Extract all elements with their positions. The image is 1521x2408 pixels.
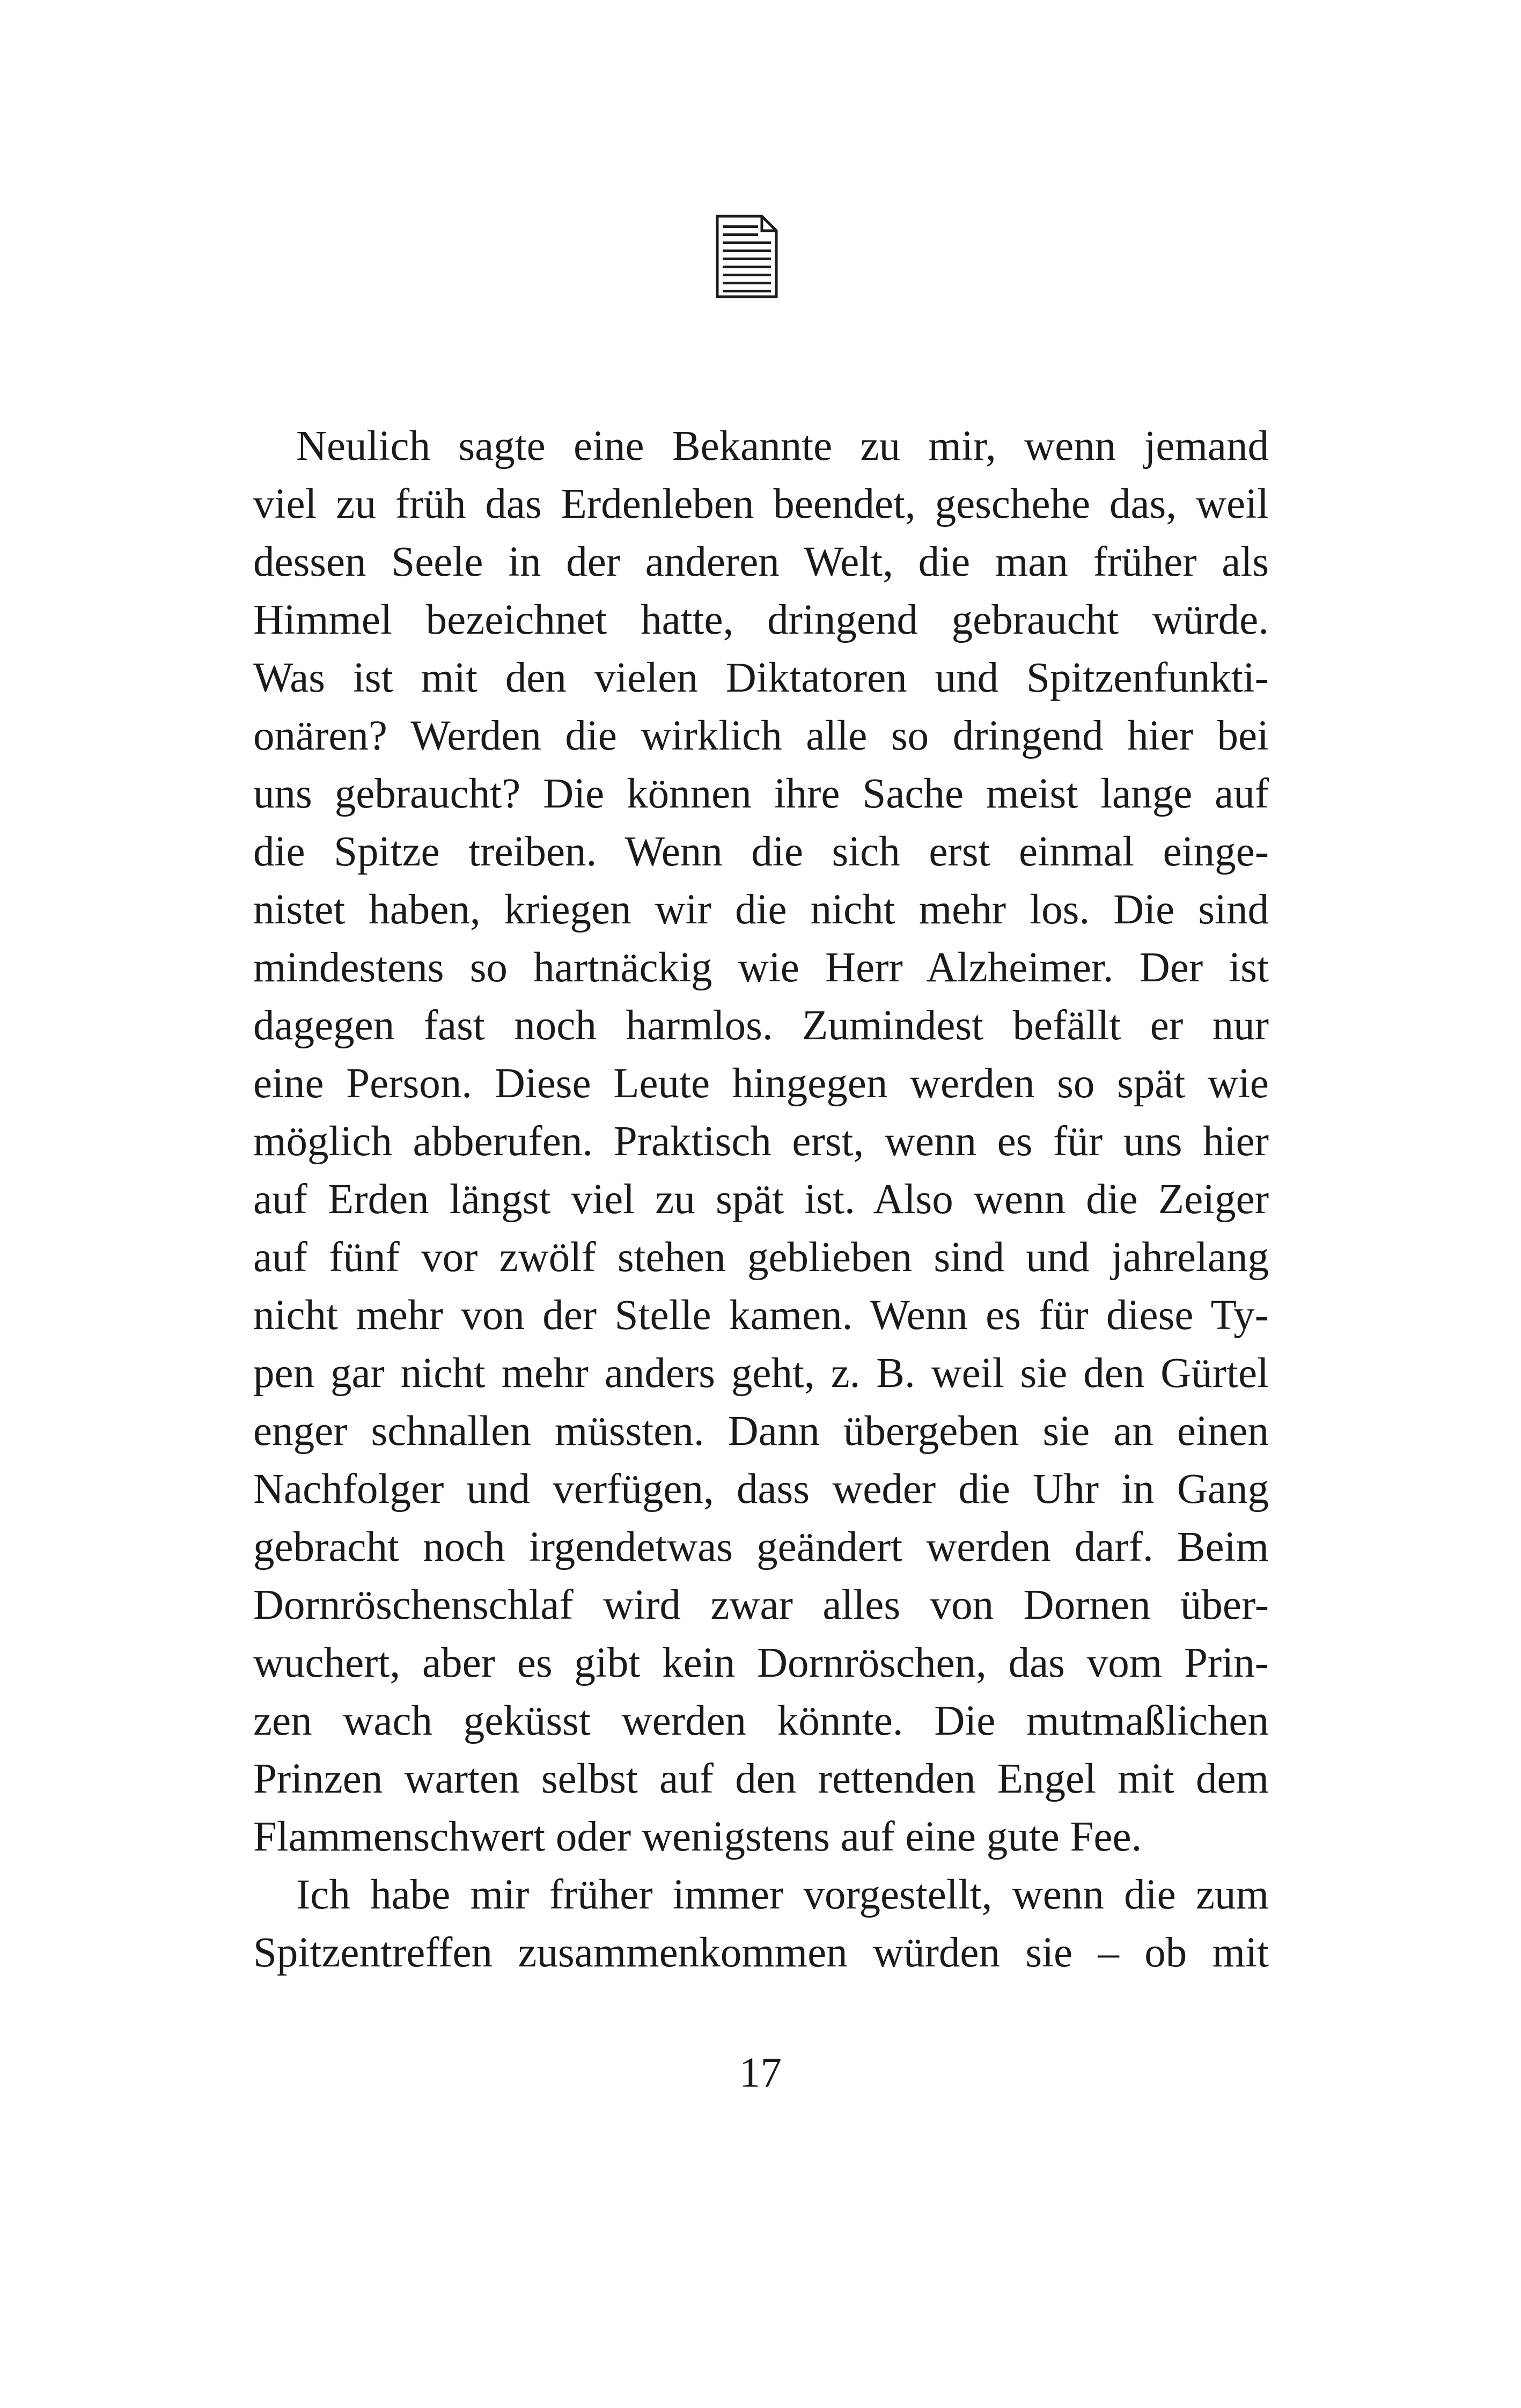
text-line: Spitzentreffen zusammenkommen würden sie – ob mit xyxy=(253,1929,1269,1976)
text-line: möglich abberufen. Praktisch erst, wenn es für uns hier xyxy=(253,1118,1269,1165)
text-line: viel zu früh das Erdenleben beendet, geschehe das, weil xyxy=(253,481,1269,527)
text-line: wuchert, aber es gibt kein Dornröschen, das vom Prin- xyxy=(253,1640,1269,1686)
text-line: Himmel bezeichnet hatte, dringend gebraucht würde. xyxy=(253,597,1269,643)
text-line: auf fünf vor zwölf stehen geblieben sind und jahrelang xyxy=(253,1234,1269,1281)
text-line: zen wach geküsst werden könnte. Die mutmaßlichen xyxy=(253,1698,1269,1744)
text-line: enger schnallen müssten. Dann übergeben sie an einen xyxy=(253,1408,1269,1455)
text-line: Dornröschenschlaf wird zwar alles von Dornen über- xyxy=(253,1582,1269,1628)
body-text xyxy=(253,417,1269,1982)
text-line: nicht mehr von der Stelle kamen. Wenn es für diese Ty- xyxy=(253,1292,1269,1339)
text-line: Flammenschwert oder wenigstens auf eine gute Fee. xyxy=(253,1814,1142,1860)
text-line: gebracht noch irgendetwas geändert werden darf. Beim xyxy=(253,1524,1269,1570)
text-line: die Spitze treiben. Wenn die sich erst einmal einge- xyxy=(253,828,1269,875)
text-line: pen gar nicht mehr anders geht, z. B. weil sie den Gürtel xyxy=(253,1350,1269,1397)
text-line: Was ist mit den vielen Diktatoren und Spitzenfunkti- xyxy=(253,655,1269,701)
text-line: mindestens so hartnäckig wie Herr Alzheimer. Der ist xyxy=(253,944,1269,991)
text-line: Nachfolger und verfügen, dass weder die Uhr in Gang xyxy=(253,1466,1269,1513)
text-line: eine Person. Diese Leute hingegen werden so spät wie xyxy=(253,1060,1269,1107)
page-number: 17 xyxy=(739,2050,782,2096)
text-line: dessen Seele in der anderen Welt, die man früher als xyxy=(253,539,1269,585)
text-line: dagegen fast noch harmlos. Zumindest befällt er nur xyxy=(253,1002,1269,1049)
text-line: Ich habe mir früher immer vorgestellt, wenn die zum xyxy=(296,1871,1269,1918)
text-line: nistet haben, kriegen wir die nicht mehr los. Die sind xyxy=(253,886,1269,933)
text-line: onären? Werden die wirklich alle so dringend hier bei xyxy=(253,713,1269,759)
text-line: Prinzen warten selbst auf den rettenden Engel mit dem xyxy=(253,1756,1269,1802)
text-line: uns gebraucht? Die können ihre Sache meist lange auf xyxy=(253,770,1269,817)
text-line: auf Erden längst viel zu spät ist. Also wenn die Zeiger xyxy=(253,1176,1269,1223)
document-icon xyxy=(715,214,779,299)
text-line: Neulich sagte eine Bekannte zu mir, wenn jemand xyxy=(296,423,1269,469)
